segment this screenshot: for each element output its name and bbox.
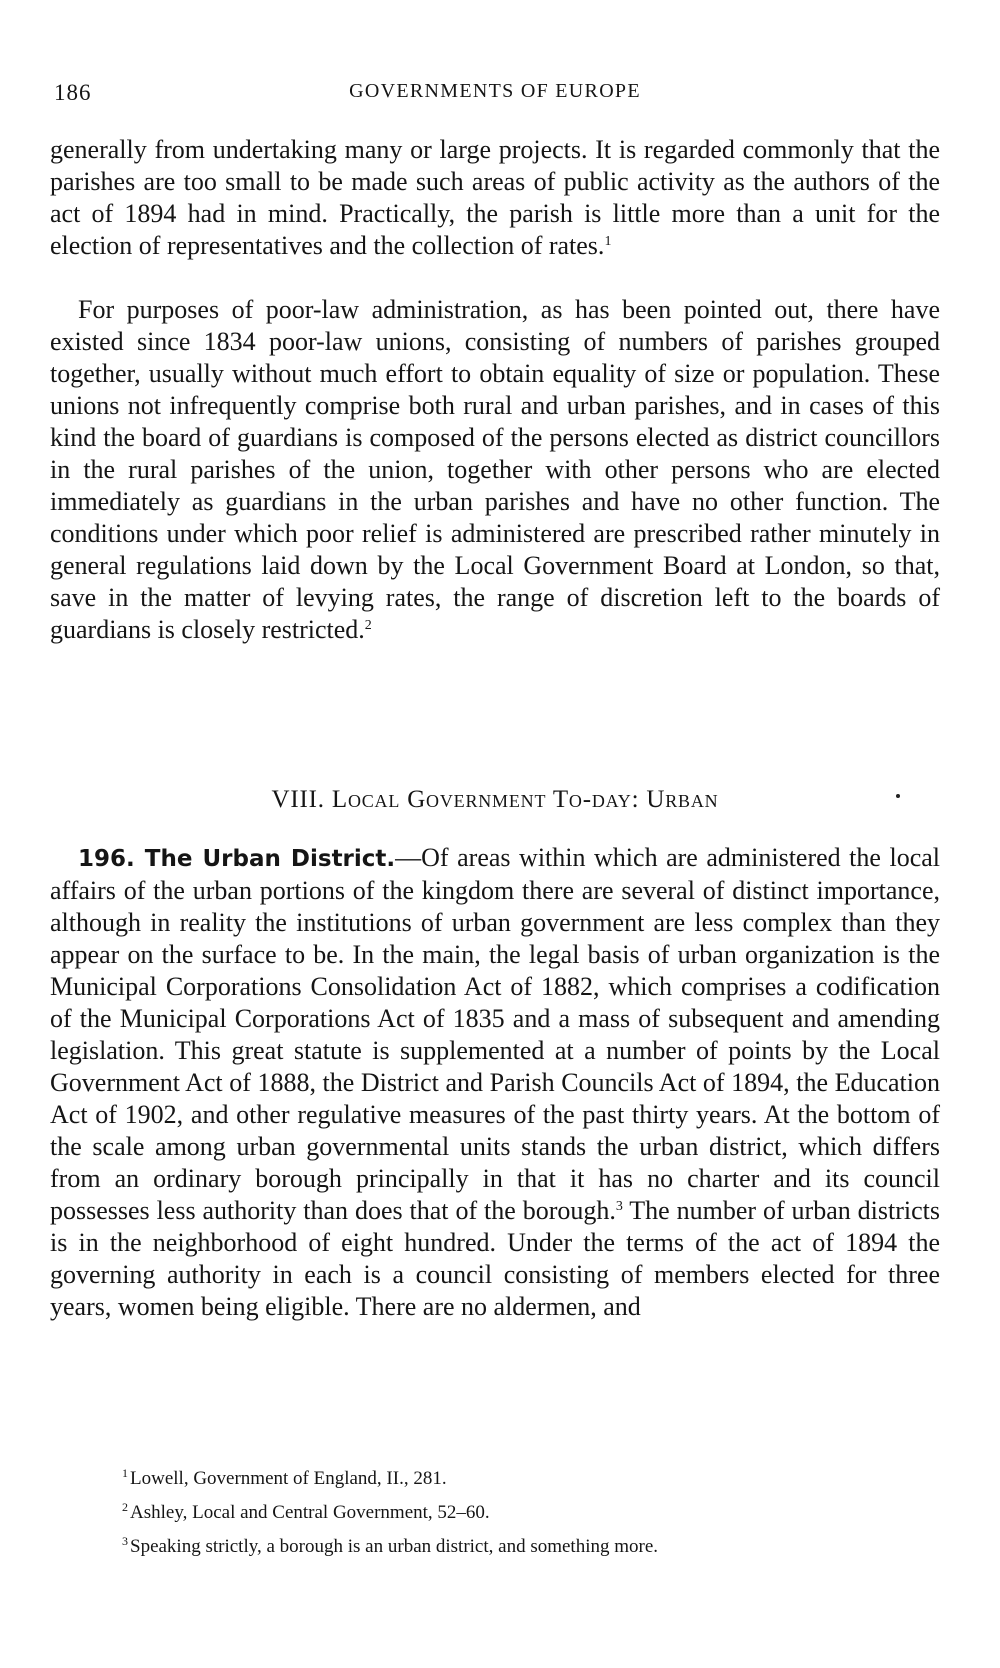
footnote-text: Lowell, Government of England, II., 281. (130, 1468, 447, 1489)
paragraph-continued (50, 134, 940, 262)
footnotes (122, 1459, 922, 1561)
footnote-text: Ashley, Local and Central Government, 52–60. (130, 1502, 490, 1523)
running-title: GOVERNMENTS OF EUROPE (349, 80, 641, 102)
footnote-mark: 1 (122, 1466, 128, 1480)
section-heading (50, 786, 940, 814)
section-numeral: VIII. (271, 786, 325, 813)
paragraph-text: —Of areas within which are administered the local affairs of the urban portions of the kingdom there are several of distinct importance, although in reality the institutions of urban government are less complex than they appear on the surface to be. In the main, the legal basis of urban organization is the Municipal Corporations Consolidation Act of 1882, which comprises a codification of the Municipal Corporations Act of 1835 and a mass of subsequent and amending legislation. This great statute is supplemented at a number of points by the Local Government Act of 1888, the District and Parish Councils Act of 1894, the Education Act of 1902, and other regulative measures of the past thirty years. At the bottom of the scale among urban governmental units stands the urban district, which differs from an ordinary borough principally in that it has no charter and its council possesses less authority than does that of the borough. (50, 843, 941, 1225)
paragraph-text-continued: The number of urban districts is in the neighborhood of eight hundred. Under the terms of the act of 1894 the governing authority in each is a council consisting of members elected for three years, women being eligible. There are no aldermen, and (50, 1196, 940, 1321)
footnote-ref: 3 (615, 1199, 623, 1214)
subsection-heading: 196. The Urban District. (78, 846, 396, 872)
paragraph-text: For purposes of poor-law administration, as has been pointed out, there have existed since 1834 poor-law unions, consisting of numbers of parishes grouped together, usually without much effort to obtain equality of size or population. These unions not infrequently comprise both rural and urban parishes, and in cases of this kind the board of guardians is composed of the persons elected as district councillors in the rural parishes of the union, together with other persons who are elected immediately as guardians in the urban parishes and have no other function. The conditions under which poor relief is administered are prescribed rather minutely in general regulations laid down by the Local Government Board at London, so that, save in the matter of levying rates, the range of discretion left to the boards of guardians is closely restricted. (50, 295, 940, 644)
paragraph-poor-law (50, 294, 940, 646)
footnote-mark: 2 (122, 1500, 128, 1514)
page-number: 186 (54, 80, 92, 105)
paragraph-text: generally from undertaking many or large projects. It is regarded commonly that the parishes are too small to be made such areas of public activity as the authors of the act of 1894 had in mind. Practically, the parish is little more than a unit for the election of representatives and the collection of rates. (50, 135, 940, 260)
footnote-ref: 2 (364, 618, 372, 633)
footnote-text: Speaking strictly, a borough is an urban district, and something more. (130, 1536, 659, 1557)
section-title: Local Government To-day: Urban (331, 786, 719, 813)
subsection-urban-district (50, 842, 940, 1323)
footnote-mark: 3 (122, 1534, 128, 1548)
footnote (122, 1493, 922, 1527)
footnote (122, 1527, 922, 1561)
book-page (50, 0, 940, 1668)
stray-mark (896, 794, 900, 798)
footnote-ref: 1 (604, 234, 612, 249)
footnote (122, 1459, 922, 1493)
running-header (50, 74, 940, 110)
